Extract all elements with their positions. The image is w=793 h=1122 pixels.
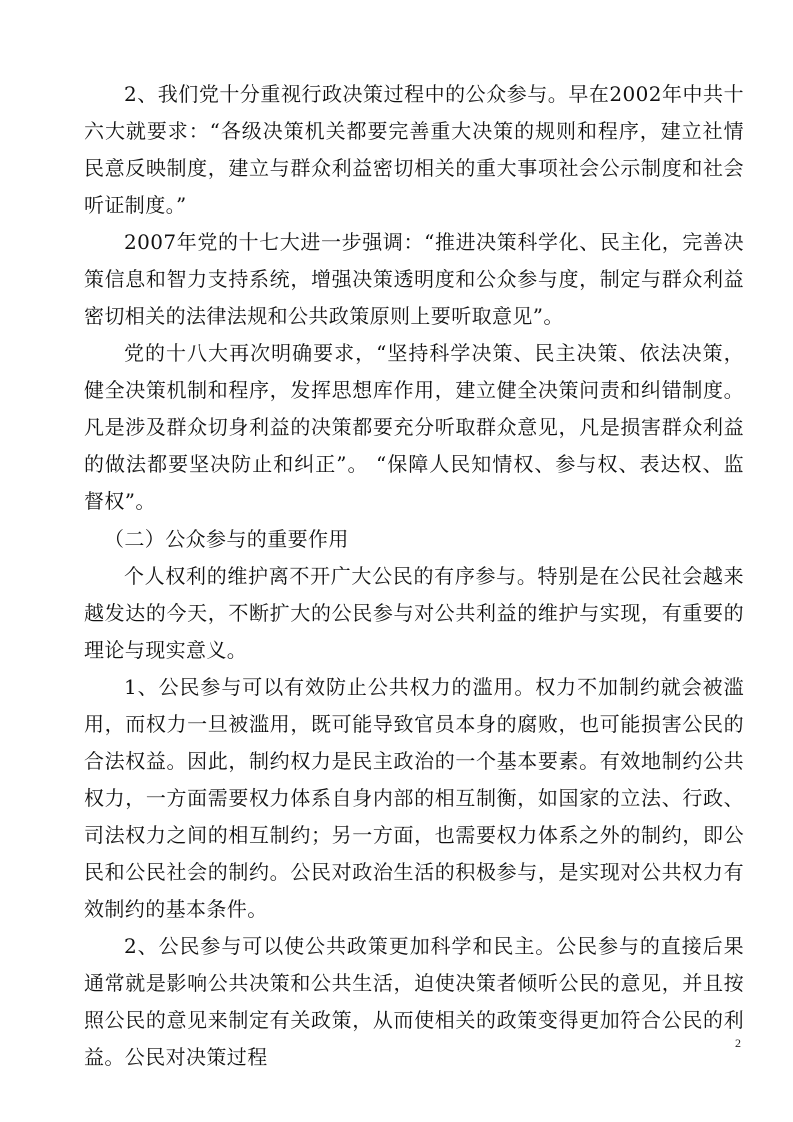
- page-number: 2: [735, 1036, 741, 1050]
- paragraph-prevent-power-abuse: 1、公民参与可以有效防止公共权力的滥用。权力不加制约就会被滥用，而权力一旦被滥用，既可能导致官员本身的腐败，也可能损害公民的合法权益。因此，制约权力是民主政治的一个基本要素。有效地制约公共权力，一方面需要权力体系自身内部的相互制衡，如国家的立法、行政、司法权力之间的相互制约；另一方面，也需要权力体系之外的制约，即公民和公民社会的制约。公民对政治生活的积极参与，是实现对公共权力有效制约的基本条件。: [84, 675, 744, 921]
- section-heading-importance: （二）公众参与的重要作用: [104, 527, 349, 551]
- paragraph-individual-rights: 个人权利的维护离不开广大公民的有序参与。特别是在公民社会越来越发达的今天，不断扩大的公民参与对公共利益的维护与实现，有重要的理论与现实意义。: [84, 564, 744, 662]
- paragraph-seventeenth-congress: 2007年党的十七大进一步强调：“推进决策科学化、民主化，完善决策信息和智力支持系统，增强决策透明度和公众参与度，制定与群众利益密切相关的法律法规和公共政策原则上要听取意见”。: [84, 230, 744, 328]
- paragraph-eighteenth-congress: 党的十八大再次明确要求，“坚持科学决策、民主决策、依法决策，健全决策机制和程序，发挥思想库作用，建立健全决策问责和纠错制度。凡是涉及群众切身利益的决策都要充分听取群众意见，凡是损害群众利益的做法都要坚决防止和纠正”。 “保障人民知情权、参与权、表达权、监督权”。: [84, 341, 744, 513]
- paragraph-scientific-policy: 2、公民参与可以使公共政策更加科学和民主。公民参与的直接后果通常就是影响公共决策和公共生活，迫使决策者倾听公民的意见，并且按照公民的意见来制定有关政策，从而使相关的政策变得更加符合公民的利益。公民对决策过程: [84, 934, 744, 1069]
- paragraph-party-emphasis: 2、我们党十分重视行政决策过程中的公众参与。早在2002年中共十六大就要求：“各级决策机关都要完善重大决策的规则和程序，建立社情民意反映制度，建立与群众利益密切相关的重大事项社会公示制度和社会听证制度。”: [84, 82, 744, 217]
- document-body: [84, 76, 744, 1076]
